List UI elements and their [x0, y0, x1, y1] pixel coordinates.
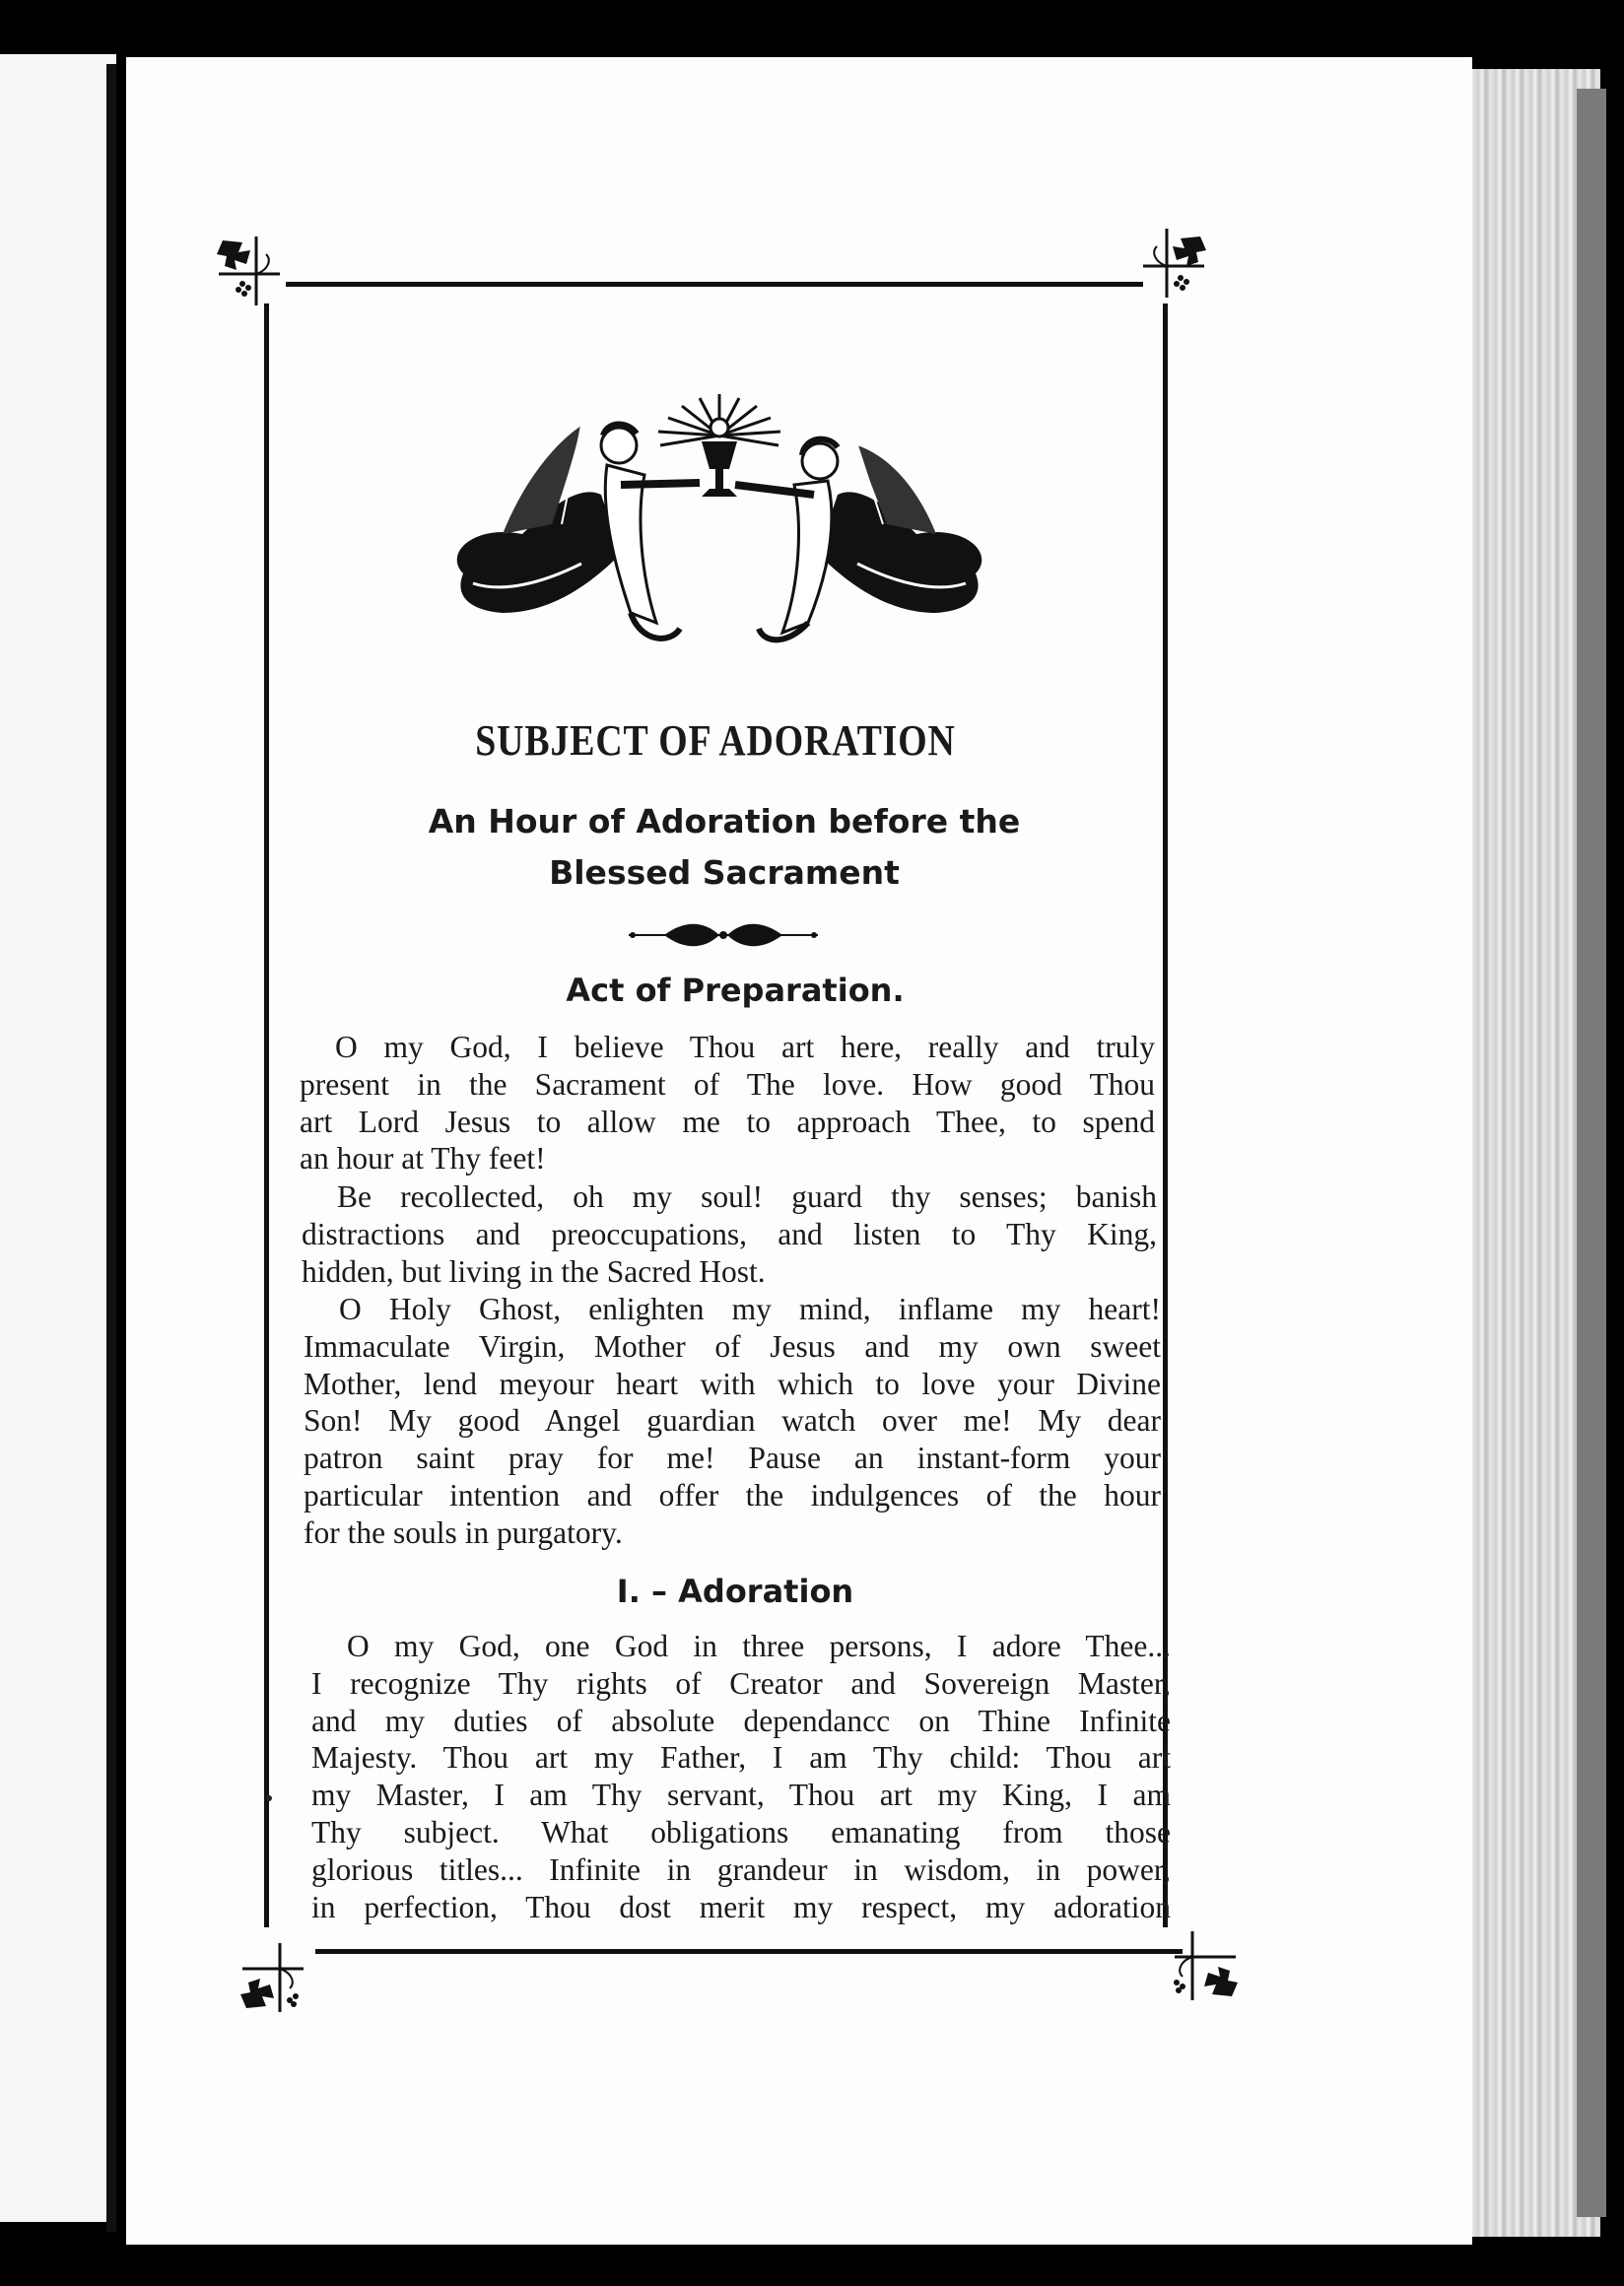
scan-border — [0, 2245, 1624, 2286]
text-line: and my duties of absolute dependancc on Thine Infinite — [311, 1703, 1171, 1738]
frame-top-rule — [286, 282, 1143, 287]
text-line: Immaculate Virgin, Mother of Jesus and my own sweet — [304, 1328, 1161, 1364]
page-stack-shadow — [1577, 89, 1606, 2217]
subtitle-line: Blessed Sacrament — [549, 853, 900, 892]
vine-leaf-corner-icon — [213, 231, 282, 309]
vine-leaf-corner-icon — [1141, 223, 1210, 302]
text-line: O my God, one God in three persons, I adore Thee... — [347, 1629, 1171, 1663]
vine-leaf-corner-icon — [237, 1939, 305, 2018]
frame-bottom-rule — [315, 1949, 1183, 1954]
text-line: present in the Sacrament of The love. How good Thou — [300, 1066, 1155, 1102]
angels-with-chalice-icon — [434, 386, 1005, 652]
page-title: SUBJECT OF ADORATION — [475, 716, 956, 765]
text-line: an hour at Thy feet! — [300, 1141, 546, 1177]
text-line: O Holy Ghost, enlighten my mind, inflame my heart! — [339, 1292, 1161, 1326]
text-line: Mother, lend meyour heart with which to love your Divine — [304, 1366, 1161, 1401]
section-heading-adoration: I. – Adoration — [616, 1573, 854, 1610]
frame-left-rule — [264, 303, 269, 1927]
paragraph — [304, 1291, 1161, 1552]
text-line: art Lord Jesus to allow me to approach Thee, to spend — [300, 1104, 1155, 1139]
text-line: in perfection, Thou dost merit my respect, my adoration — [311, 1889, 1171, 1924]
text-line: O my God, I believe Thou art here, really and truly — [335, 1030, 1155, 1064]
book-gutter — [106, 64, 116, 2232]
text-line: Be recollected, oh my soul! guard thy senses; banish — [337, 1179, 1157, 1214]
text-line: for the souls in purgatory. — [304, 1514, 623, 1550]
margin-speck — [266, 1795, 272, 1801]
text-line: distractions and preoccupations, and listen to Thy King, — [302, 1216, 1157, 1251]
text-line: Thy subject. What obligations emanating from those — [311, 1814, 1171, 1849]
vine-leaf-corner-icon — [1173, 1927, 1242, 2006]
text-line: patron saint pray for me! Pause an instant-form your — [304, 1441, 1161, 1476]
page-subtitle — [296, 796, 1153, 899]
section-heading-preparation: Act of Preparation. — [566, 972, 905, 1009]
paragraph — [300, 1029, 1155, 1177]
text-line: particular intention and offer the indulgences of the hour — [304, 1477, 1161, 1513]
text-line: glorious titles... Infinite in grandeur in wisdom, in power, — [311, 1851, 1171, 1887]
paragraph — [302, 1178, 1157, 1290]
text-line: my Master, I am Thy servant, Thou art my King, I am — [311, 1778, 1171, 1813]
text-line: Majesty. Thou art my Father, I am Thy child: Thou art — [311, 1740, 1171, 1776]
previous-page-edge — [0, 54, 116, 2222]
text-line: Son! My good Angel guardian watch over me! My dear — [304, 1403, 1161, 1439]
floral-divider-icon — [625, 920, 822, 950]
text-line: hidden, but living in the Sacred Host. — [302, 1253, 766, 1289]
text-line: I recognize Thy rights of Creator and Sovereign Master, — [311, 1665, 1171, 1701]
paragraph — [311, 1628, 1171, 1925]
subtitle-line: An Hour of Adoration before the — [428, 802, 1021, 840]
